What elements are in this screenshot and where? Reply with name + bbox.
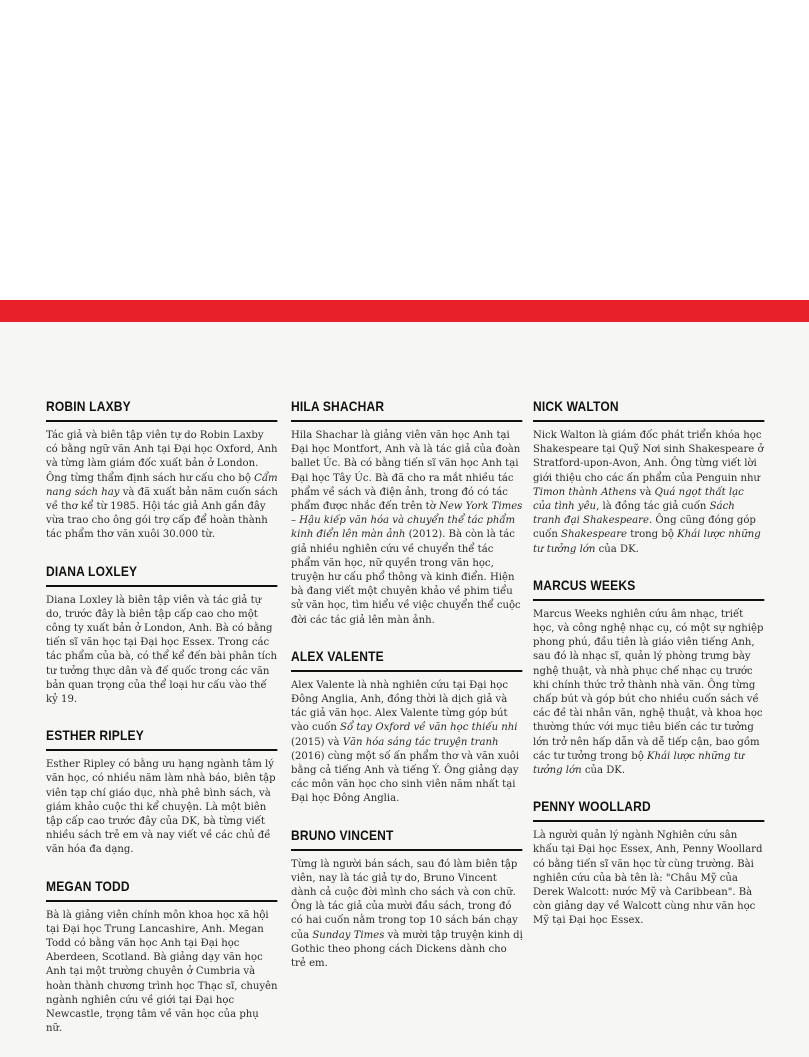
contributor-name: MARCUS WEEKS (533, 577, 764, 601)
bio-italic-title: Khái lược những tư tưởng lớn (533, 529, 761, 555)
contributor-bio (533, 429, 765, 557)
contributor-name: NICK WALTON (533, 398, 764, 422)
contributor-name: ROBIN LAXBY (46, 398, 277, 422)
bio-italic-title: Sách tranh đại Shakespeare (533, 501, 735, 527)
bio-italic-title: Sổ tay Oxford về văn học thiếu nhi (340, 722, 518, 734)
bio-italic-title: Timon thành Athens (533, 486, 637, 498)
bio-text: Hila Shachar là giảng viên văn học Anh tại Đại học Montfort, Anh và là tác giả của đoàn ballet Úc. Bà có bằng tiến sĩ văn học Anh tại Đại học Tây Úc. Bà đã cho ra mắt nhiều tác phẩm về sách và điện ảnh, trong đó có tác phẩm được nhắc đến trên tờ (291, 430, 521, 513)
bio-text: Nick Walton là giám đốc phát triển khóa học Shakespeare tại Quỹ Nơi sinh Shakespeare ở Stratford-upon-Avon, Anh. Ông từng viết lời giới thiệu cho các ấn phẩm của Penguin như (533, 430, 764, 484)
bio-italic-title: Quá ngọt thất lạc của tình yêu (533, 486, 744, 513)
bio-italic-title: Shakespeare (561, 529, 628, 541)
contributor-entry (291, 827, 523, 972)
contributor-bio (533, 829, 765, 928)
bio-text: (2012). Bà còn là tác giả nhiều nghiên cứu về chuyển thể tác phẩm văn học, nữ quyền trong văn học, truyện hư cấu phổ thông và kinh điển. Hiện bà đang viết một chuyên khảo về phim tiểu sử văn học, tìm hiểu về việc chuyển thể cuộc đời các tác giả lên màn ảnh. (291, 529, 521, 626)
contributor-entry (46, 727, 278, 857)
contributor-name: ALEX VALENTE (291, 648, 522, 672)
bio-text: của DK. (595, 543, 639, 555)
contributor-entry (46, 398, 278, 543)
bio-italic-title: Văn hóa sáng tác truyện tranh (342, 736, 499, 748)
bio-text: Bà là giảng viên chính môn khoa học xã hội tại Đại học Trung Lancashire, Anh. Megan Todd có bằng văn học Anh tại Đại học Aberdeen, Scotland. Bà giảng dạy văn học Anh tại một trường chuyên ở Cumbria và hoàn thành chương trình học Thạc sĩ, chuyên ngành nghiên cứu về giới tại Đại học Newcastle, trọng tâm về văn học của phụ nữ. (46, 909, 278, 1035)
bio-text: (2015) và (291, 736, 343, 748)
contributor-bio (291, 679, 523, 807)
contributor-bio (46, 909, 278, 1037)
bio-text: của DK. (581, 765, 626, 777)
contributor-name: MEGAN TODD (46, 878, 277, 902)
contributor-entry (533, 577, 765, 778)
bio-text: . Ông cũng đóng góp cuốn (533, 515, 756, 541)
contributor-name: PENNY WOOLLARD (533, 798, 764, 822)
bio-text: Esther Ripley có bằng ưu hạng ngành tâm lý văn học, có nhiều năm làm nhà báo, biên tập viên tạp chí giáo dục, nhà phê bình sách, và giám khảo cuộc thi kể chuyện. Là một biên tập cấp cao trước đây của DK, bà từng viết nhiều sách trẻ em và nay viết về các chủ đề văn hóa đa dạng. (46, 759, 276, 856)
bio-text: , là đồng tác giả cuốn (596, 501, 710, 513)
bio-italic-title: Khái lược những tư tưởng lớn (533, 750, 745, 777)
contributor-entry (291, 648, 523, 807)
red-divider-band (0, 300, 809, 322)
column-3 (533, 398, 765, 949)
contributor-entry (533, 798, 765, 928)
bio-text: Tác giả và biên tập viên tự do Robin Laxby có bằng ngữ văn Anh tại Đại học Oxford, Anh và từng làm giám đốc xuất bản ở London. Ông từng thẩm định sách hư cấu cho bộ (46, 430, 278, 484)
contributor-bio (46, 758, 278, 857)
contributor-bio (533, 608, 765, 778)
contributor-name: ESTHER RIPLEY (46, 727, 277, 751)
contributor-entry (46, 878, 278, 1037)
contributor-bio (46, 594, 278, 708)
bio-text: và mười tập truyện kinh dị Gothic theo phong cách Dickens dành cho trẻ em. (291, 929, 523, 970)
bio-text: và đã xuất bản năm cuốn sách về thơ kể từ 1985. Hội tác giả Anh gần đây vừa trao cho ông gói trợ cấp để hoàn thành tác phẩm thơ văn xuôi 30.000 từ. (46, 486, 278, 541)
contributor-name: HILA SHACHAR (291, 398, 522, 422)
contributor-entry (533, 398, 765, 557)
contributor-name: DIANA LOXLEY (46, 563, 277, 587)
bio-italic-title: Sunday Times (312, 929, 385, 941)
contributor-bio (291, 429, 523, 628)
column-2 (291, 398, 523, 991)
bio-text: Marcus Weeks nghiên cứu âm nhạc, triết học, và công nghệ nhạc cụ, có một sự nghiệp phong phú, đầu tiên là giáo viên tiếng Anh, sau đó là nhạc sĩ, quản lý phòng trưng bày nghệ thuật, và nhà phục chế nhạc cụ trước khi chính thức trở thành nhà văn. Ông từng chấp bút và góp bút cho nhiều cuốn sách về các đề tài nhân văn, nghệ thuật, và khoa học thường thức với mục tiêu biến các tư tưởng lớn trở nên hấp dẫn và dễ tiếp cận, bao gồm các tư tưởng trong bộ (533, 608, 764, 762)
bio-text: và (636, 486, 655, 498)
top-blank-area (0, 0, 809, 300)
bio-text: Từng là người bán sách, sau đó làm biên tập viên, nay là tác giả tự do, Bruno Vincent dành cả cuộc đời mình cho sách và con chữ. Ông là tác giả của mười đầu sách, trong đó có hai cuốn nằm trong top 10 sách bán chạy của (291, 858, 518, 941)
bio-text: trong bộ (627, 529, 678, 541)
contributor-entry (46, 563, 278, 708)
contributor-name: BRUNO VINCENT (291, 827, 522, 851)
bio-text: Là người quản lý ngành Nghiên cứu sân khấu tại Đại học Essex, Anh, Penny Woollard có bằng tiến sĩ văn học từ cùng trường. Bài nghiên cứu của bà tên là: "Châu Mỹ của Derek Walcott: nước Mỹ và Caribbean". Bà còn giảng dạy về Walcott cùng như văn học Mỹ tại Đại học Essex. (533, 830, 763, 927)
bio-text: (2016) cùng một số ấn phẩm thơ và văn xuôi bằng cả tiếng Anh và tiếng Ý. Ông giảng dạy các môn văn học cho sinh viên năm nhất tại Đại học Đông Anglia. (291, 750, 520, 805)
bio-text: Diana Loxley là biên tập viên và tác giả tự do, trước đây là biên tập cấp cao cho một công ty xuất bản ở London, Anh. Bà có bằng tiến sĩ văn học tại Đại học Essex. Trong các tác phẩm của bà, có thể kể đến bài phân tích tư tưởng thực dân và đế quốc trong các văn bản quan trọng của thể loại hư cấu vào thế kỷ 19. (46, 594, 278, 706)
bio-italic-title: New York Times – Hậu kiếp văn hóa và chuyển thể tác phẩm kinh điển lên màn ảnh (291, 501, 523, 541)
contributor-bio (291, 858, 523, 972)
contributor-bio (46, 429, 278, 543)
contributor-entry (291, 398, 523, 628)
bio-italic-title: Cẩm nang sách hay (46, 472, 278, 498)
bio-text: Alex Valente là nhà nghiên cứu tại Đại học Đông Anglia, Anh, đồng thời là dịch giả và tác giả văn học. Alex Valente từng góp bút vào cuốn (291, 679, 508, 734)
column-1 (46, 398, 278, 1057)
